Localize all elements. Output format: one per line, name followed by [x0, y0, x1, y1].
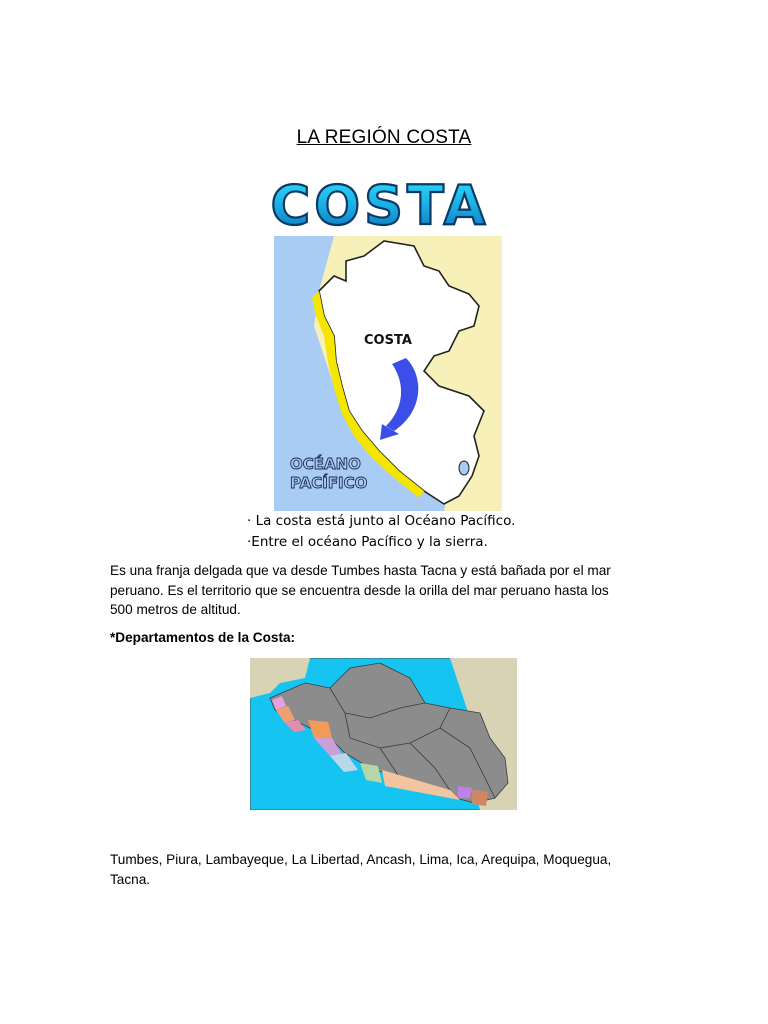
wordart-text: COSTA — [270, 176, 490, 234]
caption-line-2: ·Entre el océano Pacífico y la sierra. — [247, 534, 488, 550]
peru-coast-map — [274, 236, 502, 511]
map-label-ocean-2: PACÍFICO — [290, 474, 368, 492]
departments-list: Tumbes, Piura, Lambayeque, La Libertad, Ancash, Lima, Ica, Arequipa, Moquegua, Tacna. — [110, 852, 612, 887]
description-paragraph: Es una franja delgada que va desde Tumbes hasta Tacna y está bañada por el mar peruano. Es el territorio que se encuentra desde la orilla del mar peruano hasta los 500 metros de altitud. — [110, 563, 611, 617]
map-caption — [247, 511, 515, 553]
departments-heading: *Departamentos de la Costa: — [110, 630, 296, 645]
page-title: LA REGIÓN COSTA — [296, 127, 472, 148]
coast-departments-map — [250, 658, 517, 810]
map-label-costa: COSTA — [364, 333, 412, 348]
costa-wordart — [228, 176, 532, 234]
map-label-ocean-1: OCÉANO — [290, 455, 361, 473]
caption-line-1: · La costa está junto al Océano Pacífico. — [247, 513, 516, 529]
